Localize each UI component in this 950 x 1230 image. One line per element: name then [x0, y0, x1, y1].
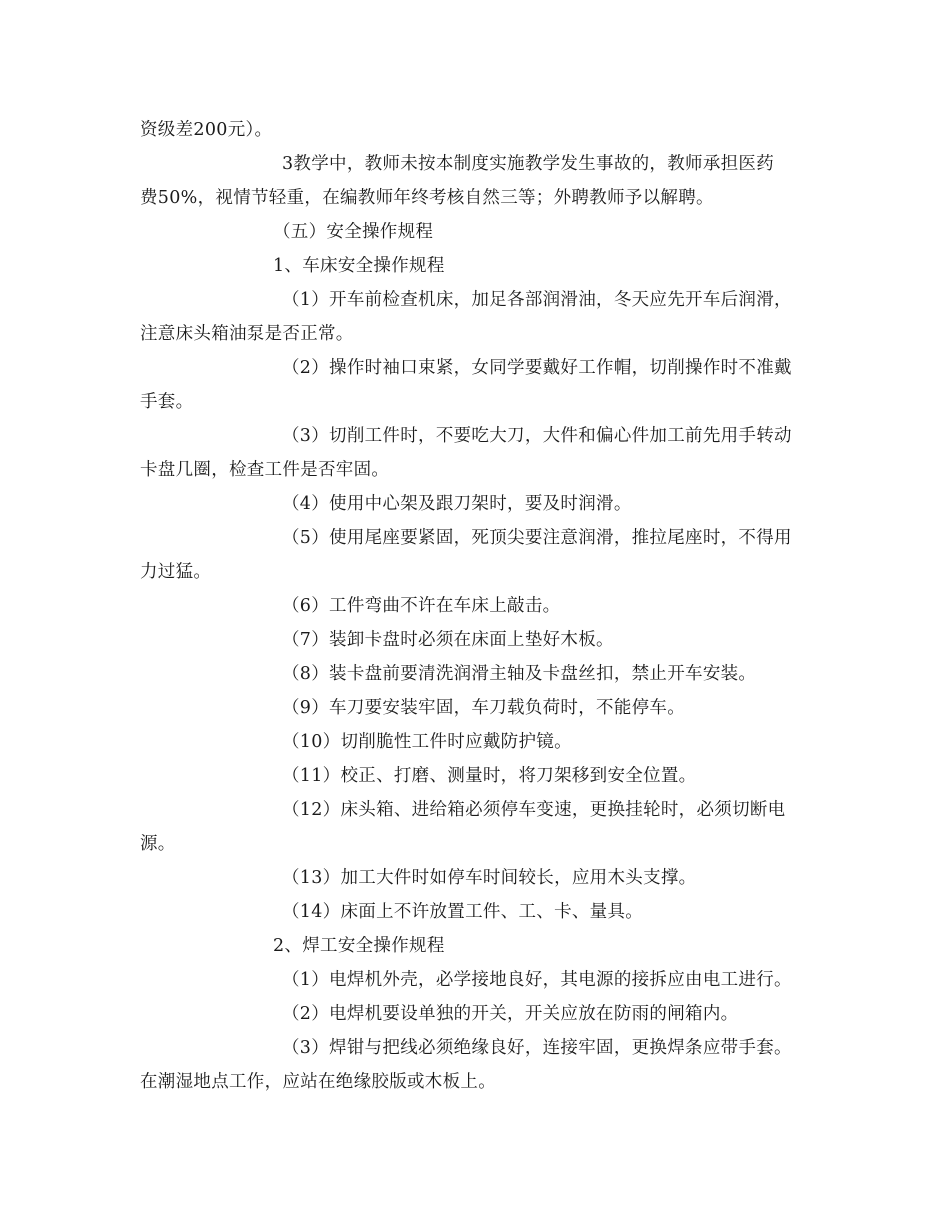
- paragraph-line: （6）工件弯曲不许在车床上敲击。: [282, 596, 561, 616]
- paragraph-line: 源。: [140, 834, 176, 854]
- section-heading: （五）安全操作规程: [273, 222, 434, 242]
- paragraph-line: （4）使用中心架及跟刀架时，要及时润滑。: [282, 494, 632, 514]
- paragraph-line: （14）床面上不许放置工件、工、卡、量具。: [282, 902, 644, 922]
- paragraph-line: （13）加工大件时如停车时间较长，应用木头支撑。: [282, 868, 697, 888]
- paragraph-line: （12）床头箱、进给箱必须停车变速，更换挂轮时，必须切断电: [282, 800, 786, 820]
- paragraph-line: （1）电焊机外壳，必学接地良好，其电源的接拆应由电工进行。: [282, 970, 792, 990]
- paragraph-line: （3）焊钳与把线必须绝缘良好，连接牢固，更换焊条应带手套。: [282, 1038, 792, 1058]
- paragraph-line: （7）装卸卡盘时必须在床面上垫好木板。: [282, 630, 614, 650]
- paragraph-line: （1）开车前检查机床，加足各部润滑油，冬天应先开车后润滑，: [282, 290, 792, 310]
- paragraph-line: （2）操作时袖口束紧，女同学要戴好工作帽，切削操作时不准戴: [282, 358, 792, 378]
- paragraph-line: 卡盘几圈，检查工件是否牢固。: [140, 460, 390, 480]
- paragraph-line: 手套。: [140, 392, 194, 412]
- paragraph-line: （5）使用尾座要紧固，死顶尖要注意润滑，推拉尾座时，不得用: [282, 528, 792, 548]
- paragraph-line: （9）车刀要安装牢固，车刀载负荷时，不能停车。: [282, 698, 686, 718]
- subsection-heading: 1、车床安全操作规程: [273, 256, 445, 276]
- paragraph-line: 注意床头箱油泵是否正常。: [140, 324, 354, 344]
- paragraph-line: （10）切削脆性工件时应戴防护镜。: [282, 732, 572, 752]
- paragraph-line: 力过猛。: [140, 562, 212, 582]
- paragraph-line: （8）装卡盘前要清洗润滑主轴及卡盘丝扣，禁止开车安装。: [282, 664, 757, 684]
- paragraph-line: 资级差200元）。: [140, 120, 273, 140]
- paragraph-line: （3）切削工件时，不要吃大刀，大件和偏心件加工前先用手转动: [282, 426, 792, 446]
- paragraph-line: （2）电焊机要设单独的开关，开关应放在防雨的闸箱内。: [282, 1004, 739, 1024]
- paragraph-line: 在潮湿地点工作，应站在绝缘胶版或木板上。: [140, 1072, 496, 1092]
- paragraph-line: 费50%，视情节轻重，在编教师年终考核自然三等；外聘教师予以解聘。: [140, 188, 714, 208]
- paragraph-line: （11）校正、打磨、测量时，将刀架移到安全位置。: [282, 766, 697, 786]
- subsection-heading: 2、焊工安全操作规程: [273, 936, 445, 956]
- paragraph-line: 3教学中，教师未按本制度实施教学发生事故的，教师承担医药: [282, 154, 775, 174]
